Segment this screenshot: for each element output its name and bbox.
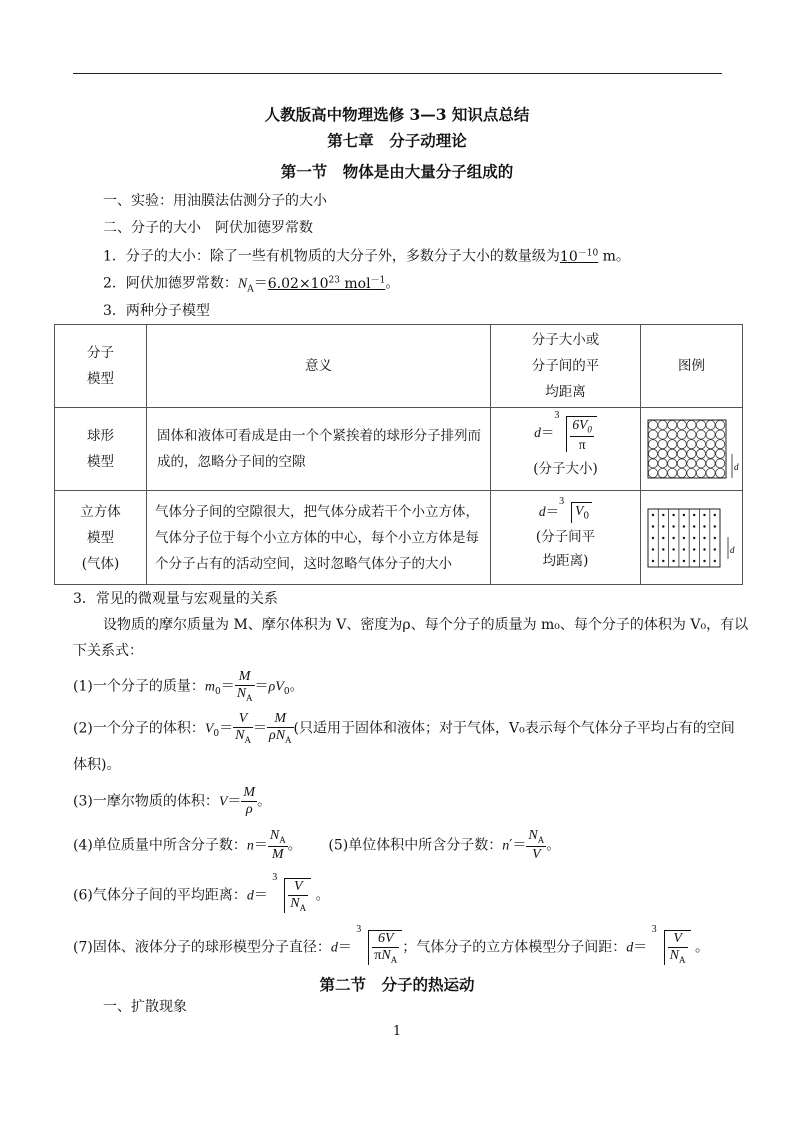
dimension-label: d xyxy=(729,544,734,555)
sphere-diagram-cell xyxy=(641,408,743,491)
sphere-molecule xyxy=(677,449,686,458)
gas-molecule xyxy=(693,548,695,550)
gas-molecule xyxy=(682,536,684,538)
item-molecule-size: 1．分子的大小：除了一些有机物质的大分子外，多数分子大小的数量级为$10^{-10}$ m。 xyxy=(103,248,630,265)
sphere-model-formula: d＝ 3 $\frac{6V_0}{\pi}$ (分子大小) xyxy=(491,408,641,491)
section-title: 第一节 物体是由大量分子组成的 xyxy=(280,162,514,181)
gas-molecule xyxy=(662,525,664,527)
cube-root: 3 $V_0$ xyxy=(559,502,592,523)
sphere-molecule xyxy=(715,449,724,458)
gas-molecule xyxy=(682,525,684,527)
item-avogadro: 2．阿伏加德罗常数：$N_A=6.02\times 10^{23}$ mol$^{-1}$。 xyxy=(103,275,400,295)
sphere-molecule xyxy=(648,440,657,449)
sphere-model-name: 球形 模型 xyxy=(55,408,147,491)
sphere-molecule xyxy=(686,459,695,468)
gas-molecule xyxy=(651,548,653,550)
page-number: 1 xyxy=(392,1024,402,1039)
relations-heading: 3．常见的微观量与宏观量的关系 xyxy=(73,591,278,607)
gas-molecule xyxy=(662,513,664,515)
sphere-molecule xyxy=(706,430,715,439)
sphere-molecule xyxy=(648,468,657,477)
sphere-molecule xyxy=(677,468,686,477)
header-figure: 图例 xyxy=(641,325,743,408)
sphere-molecule xyxy=(686,449,695,458)
sphere-molecule xyxy=(658,449,667,458)
formula-2-cont: 体积)。 xyxy=(73,757,121,773)
gas-molecule xyxy=(703,548,705,550)
item-two-models: 3．两种分子模型 xyxy=(103,303,210,319)
table-header-row xyxy=(55,325,743,408)
sphere-molecule xyxy=(658,468,667,477)
gas-molecule xyxy=(703,525,705,527)
gas-molecule xyxy=(703,513,705,515)
sphere-molecule xyxy=(667,468,676,477)
sphere-molecule xyxy=(686,468,695,477)
gas-molecule xyxy=(693,525,695,527)
header-model: 分子 模型 xyxy=(55,325,147,408)
sphere-molecule xyxy=(667,430,676,439)
relations-intro: 设物质的摩尔质量为 M、摩尔体积为 V、密度为ρ、每个分子的质量为 m₀、每个分子的体积为 V₀，有以 xyxy=(103,617,749,633)
sphere-molecule xyxy=(686,440,695,449)
dimension-label: d xyxy=(733,462,738,472)
sphere-molecule xyxy=(696,440,705,449)
sphere-molecule xyxy=(667,459,676,468)
header-meaning: 意义 xyxy=(147,325,491,408)
sphere-grid-diagram xyxy=(646,418,738,480)
table-row-cube xyxy=(55,491,743,585)
chapter-title: 第七章 分子动理论 xyxy=(327,131,467,150)
sphere-molecule xyxy=(658,440,667,449)
item-experiment: 一、实验：用油膜法估测分子的大小 xyxy=(103,193,327,209)
gas-molecule xyxy=(682,513,684,515)
gas-molecule xyxy=(651,513,653,515)
gas-molecule xyxy=(651,525,653,527)
gas-molecule xyxy=(703,559,705,561)
cube-model-name: 立方体 模型 (气体) xyxy=(55,491,147,585)
item-diffusion: 一、扩散现象 xyxy=(103,999,187,1015)
document-title: 人教版高中物理选修 3—3 知识点总结 xyxy=(264,105,530,124)
gas-molecule xyxy=(682,559,684,561)
gas-molecule xyxy=(672,513,674,515)
formula-3: (3)一摩尔物质的体积：V＝ $\frac{M}{\rho}$ 。 xyxy=(73,785,272,817)
gas-molecule xyxy=(662,536,664,538)
section-2-title: 第二节 分子的热运动 xyxy=(319,975,475,994)
gas-molecule xyxy=(693,559,695,561)
gas-molecule xyxy=(672,525,674,527)
formula-7: (7)固体、液体分子的球形模型分子直径：d＝ 3 $\frac{6V}{\pi N_A}$ ；气体分子的立方体模型分子间距：d＝ 3 $\frac{V}{N_A}$ 。 xyxy=(73,924,709,965)
sphere-molecule xyxy=(706,420,715,429)
gas-molecule xyxy=(672,536,674,538)
gas-molecule xyxy=(713,548,715,550)
sphere-molecule xyxy=(677,440,686,449)
gas-molecule xyxy=(672,559,674,561)
gas-molecule xyxy=(713,536,715,538)
table-row-sphere xyxy=(55,408,743,491)
molecule-model-table xyxy=(54,324,743,585)
cube-model-formula: d＝ 3 $V_0$ (分子间平 均距离) xyxy=(491,491,641,585)
sphere-molecule xyxy=(686,430,695,439)
sphere-molecule xyxy=(677,430,686,439)
sphere-molecule xyxy=(677,459,686,468)
sphere-molecule xyxy=(706,468,715,477)
formula-1: (1)一个分子的质量：$m_0=$ $\frac{M}{N_A}$ $=\rho V_0$。 xyxy=(73,669,304,703)
gas-molecule xyxy=(713,525,715,527)
cube-root: 3 $\frac{6V_0}{\pi}$ xyxy=(554,416,597,451)
sphere-molecule xyxy=(706,440,715,449)
sphere-molecule xyxy=(715,420,724,429)
sphere-molecule xyxy=(715,459,724,468)
sphere-molecule xyxy=(648,420,657,429)
formula-4-5: (4)单位质量中所含分子数：n＝ $\frac{N_A}{M}$ 。 (5)单位体积中所含分子数：n′＝ $\frac{N_A}{V}$ 。 xyxy=(73,828,561,862)
sphere-molecule xyxy=(686,420,695,429)
gas-molecule xyxy=(662,548,664,550)
formula-6: (6)气体分子间的平均距离：d＝ 3 $\frac{V}{N_A}$ 。 xyxy=(73,872,330,913)
sphere-molecule xyxy=(658,459,667,468)
relations-intro-cont: 下关系式： xyxy=(73,643,143,659)
sphere-molecule xyxy=(715,468,724,477)
gas-molecule xyxy=(693,513,695,515)
sphere-molecule xyxy=(696,430,705,439)
sphere-model-meaning: 固体和液体可看成是由一个个紧挨着的球形分子排列而成的，忽略分子间的空隙 xyxy=(147,408,491,491)
gas-molecule xyxy=(651,559,653,561)
gas-molecule xyxy=(693,536,695,538)
sphere-molecule xyxy=(648,459,657,468)
gas-molecule xyxy=(651,536,653,538)
sphere-molecule xyxy=(667,449,676,458)
cube-grid-diagram xyxy=(646,507,738,569)
sphere-molecule xyxy=(696,420,705,429)
gas-molecule xyxy=(713,559,715,561)
size-magnitude: $10^{-10}$ xyxy=(559,248,599,265)
sphere-molecule xyxy=(677,420,686,429)
item-size-avogadro: 二、分子的大小 阿伏加德罗常数 xyxy=(103,220,313,236)
cube-diagram-cell xyxy=(641,491,743,585)
sphere-molecule xyxy=(658,430,667,439)
gas-molecule xyxy=(682,548,684,550)
sphere-molecule xyxy=(658,420,667,429)
sphere-molecule xyxy=(696,459,705,468)
gas-molecule xyxy=(703,536,705,538)
cube-model-meaning: 气体分子间的空隙很大，把气体分成若干个小立方体，气体分子位于每个小立方体的中心，每个小立方体是每个分子占有的活动空间，这时忽略气体分子的大小 xyxy=(147,491,491,585)
gas-molecule xyxy=(713,513,715,515)
sphere-molecule xyxy=(648,430,657,439)
sphere-molecule xyxy=(667,420,676,429)
gas-molecule xyxy=(672,548,674,550)
sphere-molecule xyxy=(706,449,715,458)
sphere-molecule xyxy=(667,440,676,449)
sphere-molecule xyxy=(706,459,715,468)
formula-2: (2)一个分子的体积：$V_0=$ $\frac{V}{N_A}$ ＝ $\frac{M}{\rho N_A}$ (只适用于固体和液体；对于气体，V₀表示每个气体分子平均占有的空间 xyxy=(73,711,735,745)
top-rule xyxy=(73,73,722,74)
sphere-molecule xyxy=(648,449,657,458)
sphere-molecule xyxy=(696,449,705,458)
sphere-molecule xyxy=(696,468,705,477)
avogadro-value: $6.02\times 10^{23}$ mol$^{-1}$ xyxy=(267,275,386,292)
gas-molecule xyxy=(662,559,664,561)
header-size: 分子大小或 分子间的平 均距离 xyxy=(491,325,641,408)
sphere-molecule xyxy=(715,430,724,439)
sphere-molecule xyxy=(715,440,724,449)
